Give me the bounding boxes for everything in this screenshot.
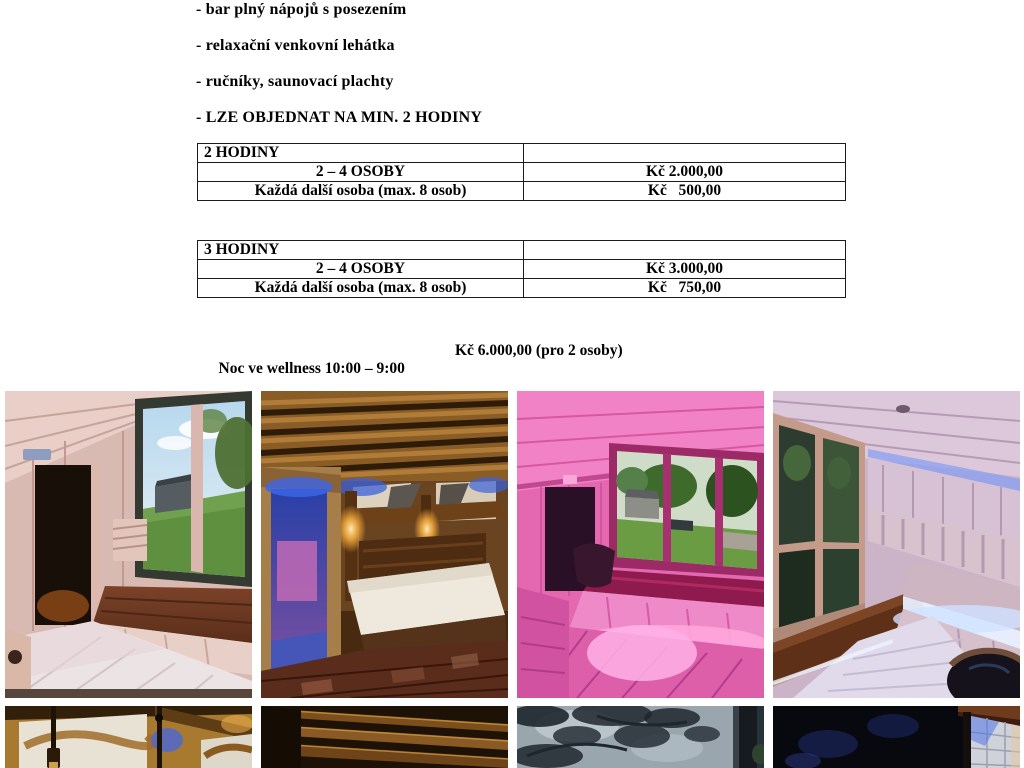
price-table-3-hours xyxy=(197,240,846,298)
extra-person-label: Každá další osoba (max. 8 osob) xyxy=(198,279,524,298)
feature-item-towels: - ručníky, saunovací plachty xyxy=(196,73,394,90)
pink-sauna-illustration xyxy=(517,391,764,698)
beam-ceiling-illustration xyxy=(261,706,508,768)
gallery-photo-sauna-benches-led xyxy=(773,391,1020,698)
table-title-empty-cell xyxy=(524,241,846,260)
table-row xyxy=(198,163,846,182)
feature-item-bar: - bar plný nápojů s posezením xyxy=(196,1,407,18)
price-value: Kč 750,00 xyxy=(524,279,846,298)
persons-label: 2 – 4 OSOBY xyxy=(198,163,524,182)
pendant-lamps-illustration xyxy=(5,706,252,768)
persons-label: 2 – 4 OSOBY xyxy=(198,260,524,279)
gallery-photo-blue-lit-tiles xyxy=(773,706,1020,768)
feature-item-min-hours: - LZE OBJEDNAT NA MIN. 2 HODINY xyxy=(196,109,483,126)
night-offer-label: Noc ve wellness 10:00 – 9:00 xyxy=(218,360,405,377)
price-value: Kč 500,00 xyxy=(524,182,846,201)
night-trees-illustration xyxy=(517,706,764,768)
table-row xyxy=(198,144,846,163)
gallery-photo-sauna-window-garden xyxy=(5,391,252,698)
table-row xyxy=(198,260,846,279)
gallery-photo-pink-sauna xyxy=(517,391,764,698)
gallery-photo-night-trees xyxy=(517,706,764,768)
table-row xyxy=(198,241,846,260)
extra-person-label: Každá další osoba (max. 8 osob) xyxy=(198,182,524,201)
rustic-bedroom-illustration xyxy=(261,391,508,698)
table-row xyxy=(198,279,846,298)
price-value: Kč 2.000,00 xyxy=(524,163,846,182)
table-title: 2 HODINY xyxy=(198,144,524,163)
blue-lit-tiles-illustration xyxy=(773,706,1020,768)
feature-item-loungers: - relaxační venkovní lehátka xyxy=(196,37,395,54)
night-offer-price: Kč 6.000,00 (pro 2 osoby) xyxy=(455,342,623,359)
table-title-empty-cell xyxy=(524,144,846,163)
gallery-photo-rustic-bedroom xyxy=(261,391,508,698)
price-value: Kč 3.000,00 xyxy=(524,260,846,279)
sauna-benches-led-illustration xyxy=(773,391,1020,698)
sauna-window-garden-illustration xyxy=(5,391,252,698)
table-title: 3 HODINY xyxy=(198,241,524,260)
price-table-2-hours xyxy=(197,143,846,201)
gallery-photo-pendant-lamps xyxy=(5,706,252,768)
gallery-photo-beam-ceiling xyxy=(261,706,508,768)
table-row xyxy=(198,182,846,201)
